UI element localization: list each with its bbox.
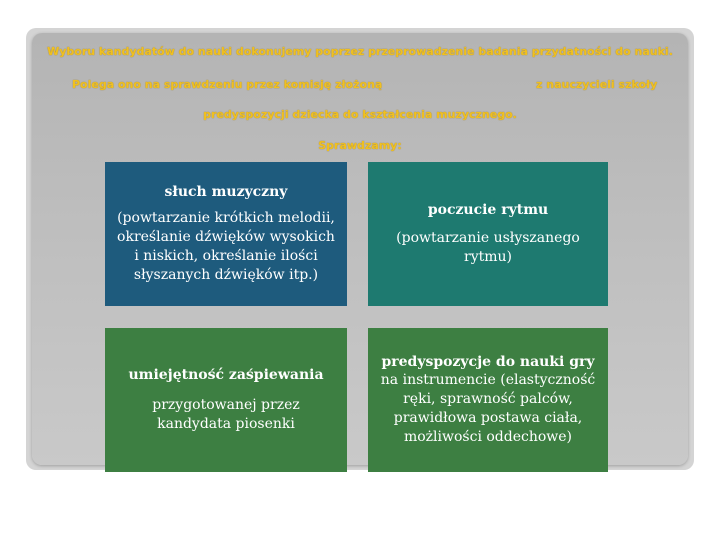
box-singing-ability: [105, 328, 347, 472]
box-musical-hearing: [105, 162, 347, 306]
intro-line-2-part-2: z nauczycieli szkoły: [536, 78, 658, 91]
intro-line-2-part-1: Polega ono na sprawdzeniu przez komisję złożoną: [72, 78, 383, 91]
box-instrument-predisposition: [368, 328, 608, 472]
box-singing-ability-desc: przygotowanej przez kandydata piosenki: [152, 397, 300, 432]
intro-line-4: Sprawdzamy:: [318, 139, 402, 152]
box-sense-of-rhythm: [368, 162, 608, 306]
intro-line-3: predyspozycji dziecka do kształcenia muzycznego.: [203, 108, 517, 121]
box-sense-of-rhythm-desc: (powtarzanie usłyszanego rytmu): [396, 230, 580, 265]
box-instrument-predisposition-title: predyspozycje do nauki gry: [381, 354, 595, 370]
box-sense-of-rhythm-title: poczucie rytmu: [427, 202, 549, 218]
box-musical-hearing-title: słuch muzyczny: [164, 184, 288, 200]
box-instrument-predisposition-desc: na instrumencie (elastyczność ręki, sprawność palców, prawidłowa postawa ciała, możliwości oddechowe): [380, 372, 596, 445]
intro-line-1: Wyboru kandydatów do nauki dokonujemy poprzez przeprowadzenie badania przydatności do nauki.: [47, 45, 673, 58]
box-musical-hearing-desc: (powtarzanie krótkich melodii, określanie dźwięków wysokich i niskich, określanie ilości słyszanych dźwięków itp.): [117, 210, 335, 283]
box-singing-ability-title: umiejętność zaśpiewania: [128, 367, 324, 383]
